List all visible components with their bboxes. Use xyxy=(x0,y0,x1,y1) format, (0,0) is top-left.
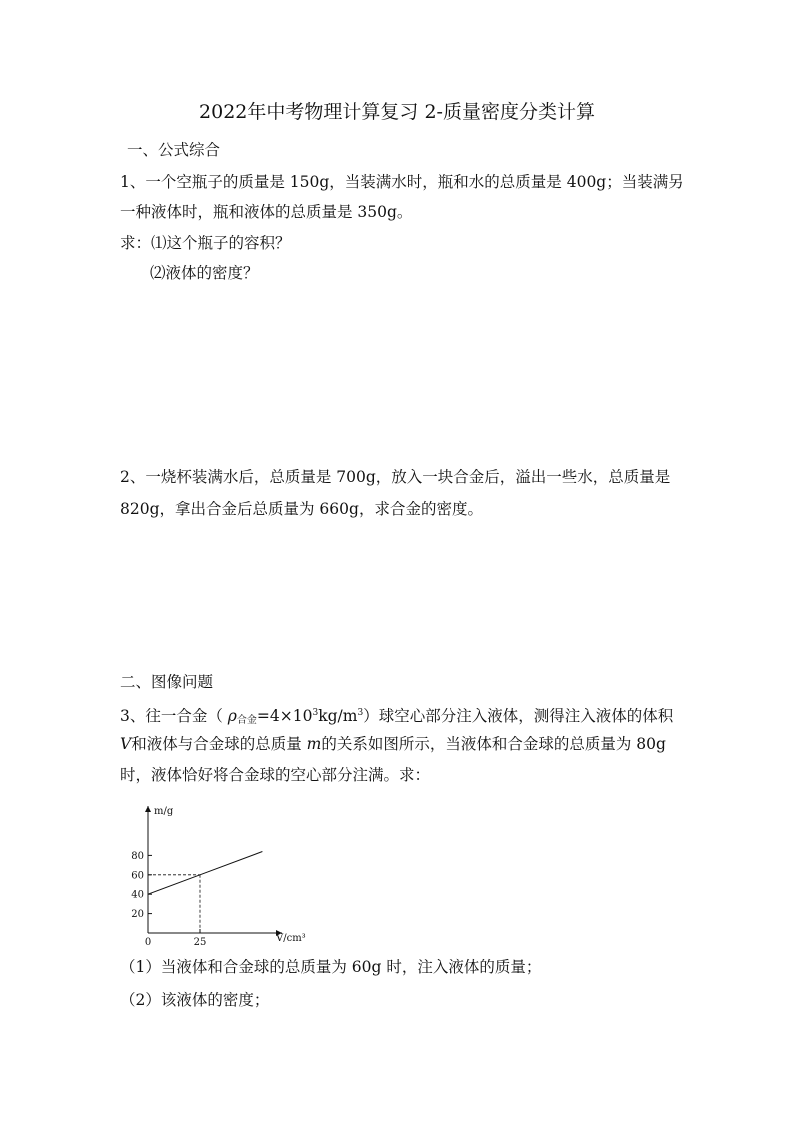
y-tick-label-80: 80 xyxy=(131,850,144,862)
y-tick-label-60: 60 xyxy=(131,870,144,882)
section-heading-formula: 一、公式综合 xyxy=(127,141,221,159)
question-2-line-2: 820g，拿出合金后总质量为 660g，求合金的密度。 xyxy=(120,500,483,518)
x-axis-label: V/cm³ xyxy=(276,933,306,944)
question-3-line-2 xyxy=(120,734,666,754)
series-line-0 xyxy=(148,852,262,895)
y-axis-label: m/g xyxy=(154,806,174,817)
q3-post: ）球空心部分注入液体，测得注入液体的体积 xyxy=(363,707,674,725)
mass-volume-chart xyxy=(120,800,320,946)
q3-pre: 3、往一合金（ xyxy=(120,707,228,725)
question-1-ask-density: ⑵液体的密度？ xyxy=(150,264,259,282)
question-3-line-1 xyxy=(120,703,673,731)
section-heading-graph: 二、图像问题 xyxy=(120,673,214,691)
q3-unit-exp: 3 xyxy=(357,708,364,718)
x-tick-label-25: 25 xyxy=(193,937,207,946)
rho-symbol: ρ xyxy=(227,707,237,725)
question-2-line-1: 2、一烧杯装满水后，总质量是 700g，放入一块合金后，溢出一些水，总质量是 xyxy=(120,468,671,486)
q3-eq: =4×10 xyxy=(256,707,313,725)
question-3-sub-1: （1）当液体和合金球的总质量为 60g 时，注入液体的质量； xyxy=(120,958,542,976)
q3-exp: 3 xyxy=(312,708,319,718)
q3-mid: 和液体与合金球的总质量 xyxy=(131,735,307,753)
y-tick-label-20: 20 xyxy=(131,909,144,921)
question-1-line-2: 一种液体时，瓶和液体的总质量是 350g。 xyxy=(120,203,413,221)
m-symbol: m xyxy=(306,735,322,753)
x-tick-label-0: 0 xyxy=(144,937,152,946)
y-tick-label-40: 40 xyxy=(131,889,144,901)
q3-unit: kg/m xyxy=(318,707,358,725)
question-3-line-3: 时，液体恰好将合金球的空心部分注满。求： xyxy=(120,766,431,784)
question-1-ask-volume: 求：⑴这个瓶子的容积？ xyxy=(120,234,291,252)
question-3-sub-2: （2）该液体的密度； xyxy=(120,991,270,1009)
page-title: 2022年中考物理计算复习 2-质量密度分类计算 xyxy=(199,101,595,123)
q3-l2-post: 的关系如图所示，当液体和合金球的总质量为 80g xyxy=(321,735,666,753)
v-symbol: V xyxy=(120,735,132,753)
question-1-line-1: 1、一个空瓶子的质量是 150g，当装满水时，瓶和水的总质量是 400g；当装满另 xyxy=(120,173,684,191)
rho-subscript: 合金 xyxy=(236,715,257,726)
